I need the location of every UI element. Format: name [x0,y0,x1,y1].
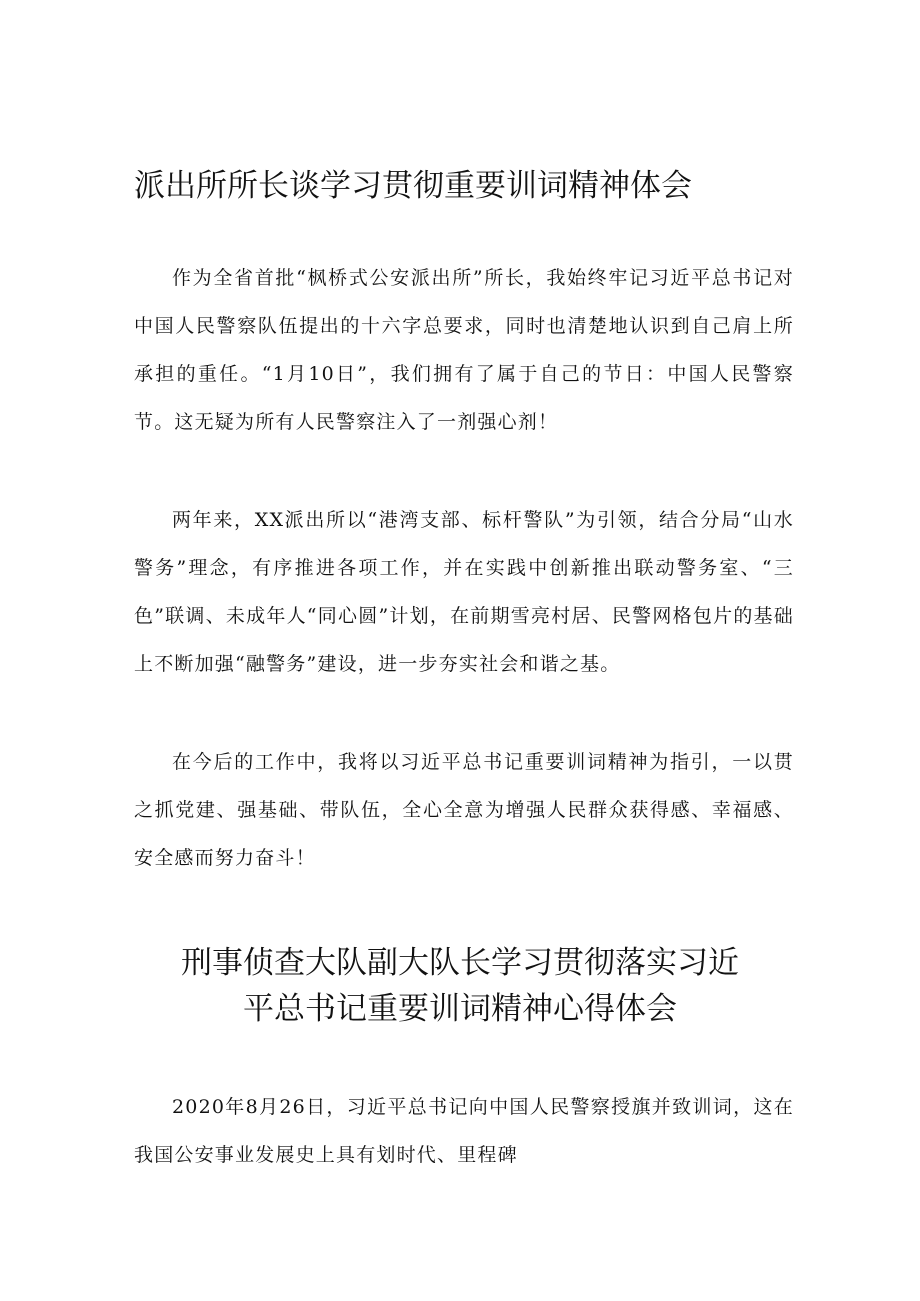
article1-paragraph-1: 作为全省首批“枫桥式公安派出所”所长，我始终牢记习近平总书记对中国人民警察队伍提出的十六字总要求，同时也清楚地认识到自己肩上所承担的重任。“1月10日”，我们拥有了属于自己的节日：中国人民警察节。这无疑为所有人民警察注入了一剂强心剂！ [134,267,794,433]
article2-title [100,940,820,1032]
article1-title: 派出所所长谈学习贯彻重要训词精神体会 [134,168,692,204]
article1-paragraph-2: 两年来，XX派出所以“港湾支部、标杆警队”为引领，结合分局“山水警务”理念，有序推进各项工作，并在实践中创新推出联动警务室、“三色”联调、未成年人“同心圆”计划，在前期雪亮村居、民警网格包片的基础上不断加强“融警务”建设，进一步夯实社会和谐之基。 [134,509,794,675]
article2-title-line-1: 刑事侦查大队副大队长学习贯彻落实习近 [181,945,739,981]
article2-title-line-2: 平总书记重要训词精神心得体会 [243,991,677,1027]
article1-paragraph-3: 在今后的工作中，我将以习近平总书记重要训词精神为指引，一以贯之抓党建、强基础、带队伍，全心全意为增强人民群众获得感、幸福感、安全感而努力奋斗！ [134,751,794,869]
article2-paragraph-1: 2020年8月26日，习近平总书记向中国人民警察授旗并致训词，这在我国公安事业发展史上具有划时代、里程碑 [134,1096,794,1166]
